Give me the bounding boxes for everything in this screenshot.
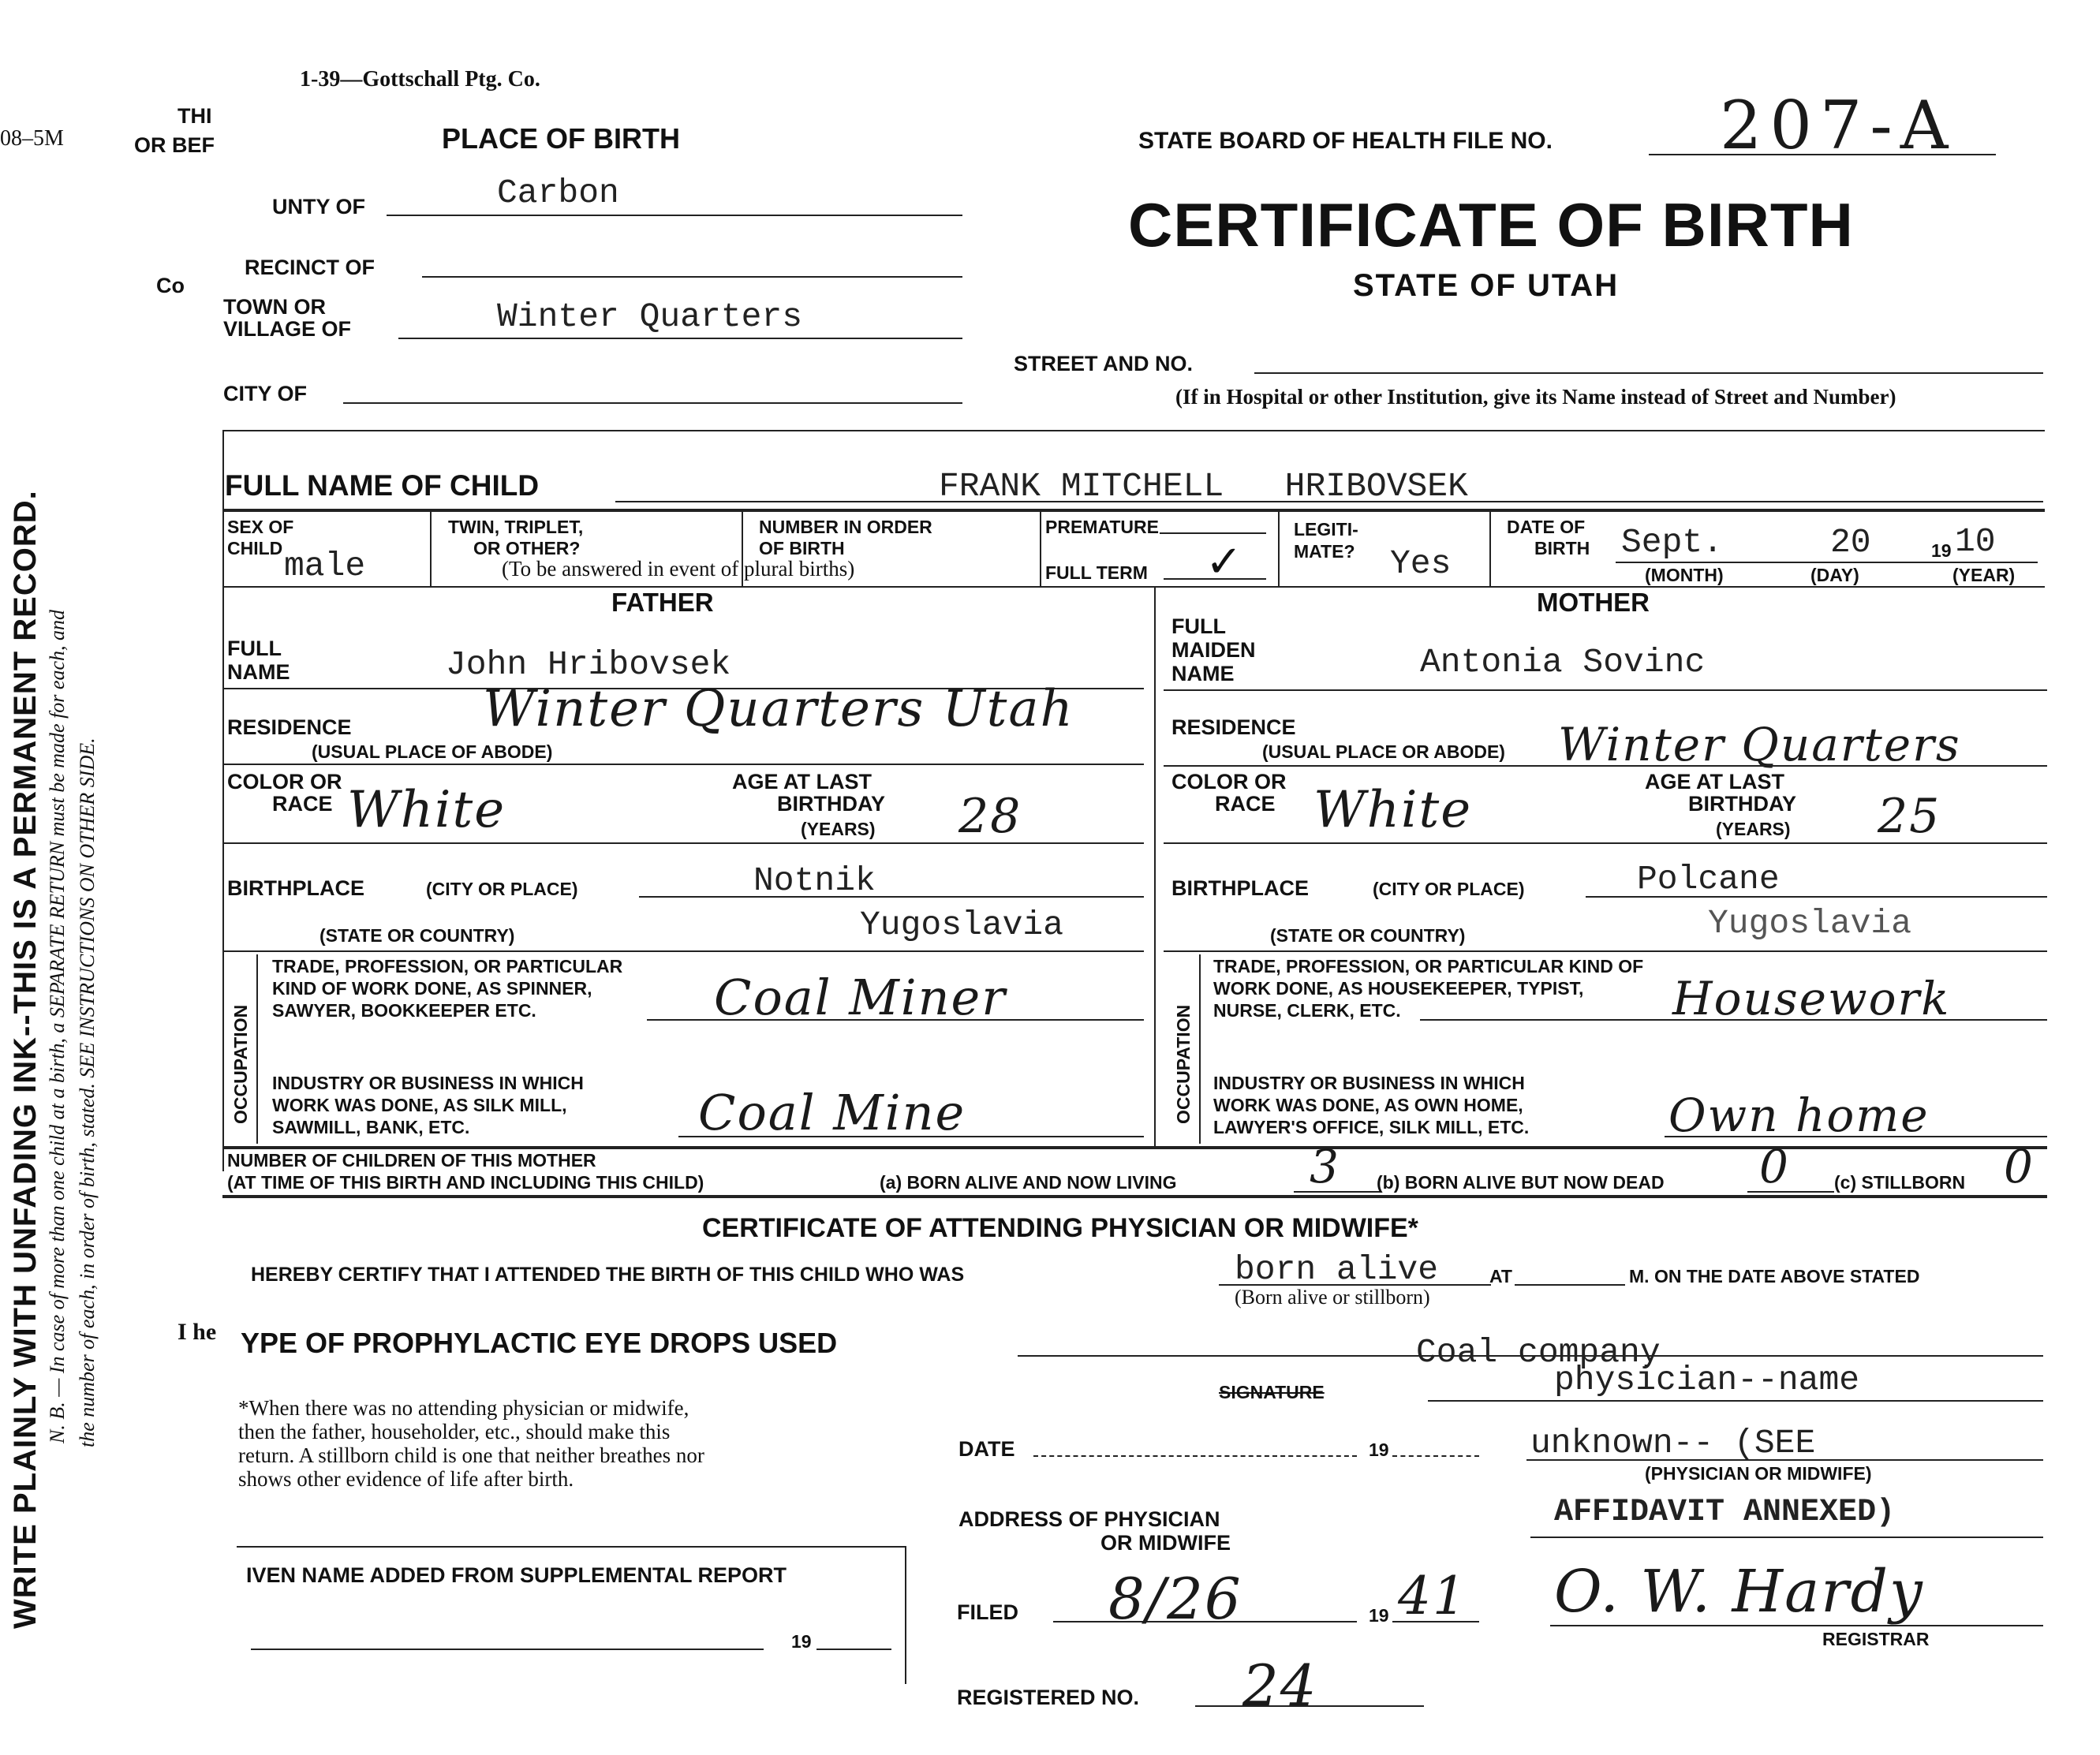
born-status: born alive xyxy=(1235,1250,1439,1289)
legit-value: Yes xyxy=(1390,544,1452,583)
mother-birthplace-label: BIRTHPLACE xyxy=(1171,876,1309,900)
mother-birthplace-city: Polcane xyxy=(1637,860,1780,898)
child-name-label: FULL NAME OF CHILD xyxy=(225,469,540,502)
mother-name: Antonia Sovinc xyxy=(1420,643,1706,681)
year-caption: (YEAR) xyxy=(1952,565,2016,585)
given-name-box-top xyxy=(237,1546,906,1548)
child-divider-3 xyxy=(1040,509,1041,586)
town-label-1: TOWN OR xyxy=(223,295,326,319)
father-birthplace-city: Notnik xyxy=(753,861,876,900)
father-residence-caption: (USUAL PLACE OF ABODE) xyxy=(312,741,553,762)
child-divider-5 xyxy=(1489,509,1491,586)
precinct-line xyxy=(422,276,962,278)
father-industry-line xyxy=(678,1136,1144,1137)
mother-name-line xyxy=(1164,689,2047,691)
mother-industry-line xyxy=(1665,1136,2047,1137)
registered-label: REGISTERED NO. xyxy=(957,1686,1140,1709)
father-occupation-divider xyxy=(256,954,258,1144)
father-trade-line xyxy=(647,1019,1144,1021)
form-code: 08–5M xyxy=(0,126,64,151)
city-line xyxy=(343,402,962,404)
town-label-2: VILLAGE OF xyxy=(223,317,351,341)
father-color: White xyxy=(347,781,506,839)
county-line xyxy=(387,215,962,216)
plural-note: (To be answered in event of plural births) xyxy=(502,557,855,581)
father-industry-label-1: INDUSTRY OR BUSINESS IN WHICH xyxy=(272,1073,584,1093)
mother-trade-label-2: WORK DONE, AS HOUSEKEEPER, TYPIST, xyxy=(1213,978,1584,999)
mother-occupation-side: OCCUPATION xyxy=(1173,1004,1194,1124)
eye-drops-label: YPE OF PROPHYLACTIC EYE DROPS USED xyxy=(241,1327,838,1359)
mother-color-label-2: RACE xyxy=(1215,792,1276,816)
file-no-value: 207-A xyxy=(1720,87,1956,164)
m-label: M. ON THE DATE ABOVE STATED xyxy=(1629,1266,1920,1286)
father-trade-label-1: TRADE, PROFESSION, OR PARTICULAR xyxy=(272,956,623,976)
father-color-label-1: COLOR OR xyxy=(227,770,342,793)
born-caption: (Born alive or stillborn) xyxy=(1235,1286,1430,1309)
margin-main-text: WRITE PLAINLY WITH UNFADING INK--THIS IS A PERMANENT RECORD. xyxy=(8,490,43,1629)
mother-heading: MOTHER xyxy=(1537,588,1650,617)
dead-label: (b) BORN ALIVE BUT NOW DEAD xyxy=(1377,1172,1665,1193)
registrar-label: REGISTRAR xyxy=(1822,1629,1930,1649)
dob-label-1: DATE OF xyxy=(1507,517,1586,537)
signature-value: physician--name xyxy=(1554,1361,1860,1399)
eye-drops-value: Coal company xyxy=(1416,1333,1661,1372)
mother-color-line xyxy=(1164,842,2047,844)
town-line xyxy=(398,338,962,339)
living-line xyxy=(1294,1191,1381,1193)
place-of-birth-heading: PLACE OF BIRTH xyxy=(442,122,680,155)
dob-line xyxy=(1616,562,2038,563)
the-fragment: I he xyxy=(177,1319,217,1345)
dob-year-suffix: 10 xyxy=(1955,522,1996,561)
children-label-2: (AT TIME OF THIS BIRTH AND INCLUDING THIS CHILD) xyxy=(227,1172,704,1193)
number-label-1: NUMBER IN ORDER xyxy=(759,517,932,537)
footnote-2: then the father, householder, etc., should make this xyxy=(238,1420,671,1443)
date-year-prefix: 19 xyxy=(1369,1439,1389,1460)
date-label: DATE xyxy=(958,1437,1015,1461)
mother-industry-label-3: LAWYER'S OFFICE, SILK MILL, ETC. xyxy=(1213,1117,1530,1137)
top-border xyxy=(222,430,2045,431)
father-name: John Hribovsek xyxy=(446,645,731,684)
father-birthplace-caption: (CITY OR PLACE) xyxy=(426,879,578,899)
number-label-2: OF BIRTH xyxy=(759,538,845,558)
full-term-checkmark: ✓ xyxy=(1205,536,1242,588)
child-divider-4 xyxy=(1278,509,1280,586)
date-line xyxy=(1033,1455,1357,1457)
physician-heading: CERTIFICATE OF ATTENDING PHYSICIAN OR MIDWIFE* xyxy=(702,1213,1418,1243)
mother-age-label-1: AGE AT LAST xyxy=(1645,770,1784,793)
dob-month: Sept. xyxy=(1621,523,1724,562)
main-left-border xyxy=(222,430,224,1171)
stillborn-label: (c) STILLBORN xyxy=(1834,1172,1966,1193)
precinct-label: RECINCT OF xyxy=(245,256,375,279)
mother-state-caption: (STATE OR COUNTRY) xyxy=(1270,925,1466,946)
father-industry-label-2: WORK WAS DONE, AS SILK MILL, xyxy=(272,1095,567,1115)
footnote-3: return. A stillborn child is one that neither breathes nor xyxy=(238,1443,704,1467)
father-trade: Coal Miner xyxy=(714,969,1007,1026)
dob-day: 20 xyxy=(1830,523,1871,562)
day-caption: (DAY) xyxy=(1810,565,1859,585)
parents-divider xyxy=(1154,586,1156,1146)
father-industry: Coal Mine xyxy=(698,1084,966,1141)
at-line xyxy=(1515,1284,1625,1286)
file-no-label: STATE BOARD OF HEALTH FILE NO. xyxy=(1138,128,1553,154)
address-label-2: OR MIDWIFE xyxy=(1100,1531,1231,1555)
street-note: (If in Hospital or other Institution, give its Name instead of Street and Number) xyxy=(1175,385,1896,409)
given-year-prefix: 19 xyxy=(791,1631,812,1652)
father-industry-label-3: SAWMILL, BANK, ETC. xyxy=(272,1117,470,1137)
given-name-label: IVEN NAME ADDED FROM SUPPLEMENTAL REPORT xyxy=(246,1563,787,1587)
twin-label-1: TWIN, TRIPLET, xyxy=(448,517,584,537)
mother-trade-label-3: NURSE, CLERK, ETC. xyxy=(1213,1000,1401,1021)
pm-caption: (PHYSICIAN OR MIDWIFE) xyxy=(1645,1463,1872,1484)
dob-label-2: BIRTH xyxy=(1534,538,1590,558)
children-label-1: NUMBER OF CHILDREN OF THIS MOTHER xyxy=(227,1150,596,1171)
father-birthplace-line xyxy=(639,896,1144,898)
legit-label-2: MATE? xyxy=(1294,541,1355,562)
dead-value: 0 xyxy=(1759,1140,1790,1193)
month-caption: (MONTH) xyxy=(1645,565,1724,585)
at-label: AT xyxy=(1489,1266,1512,1286)
footnote-1: *When there was no attending physician or midwife, xyxy=(238,1396,689,1420)
margin-note-line-1: N. B. — In case of more than one child at a birth, a SEPARATE RETURN must be made for each, and xyxy=(46,610,69,1443)
filed-year-prefix: 19 xyxy=(1369,1605,1389,1626)
mother-industry: Own home xyxy=(1668,1088,1930,1142)
mother-birthplace-caption: (CITY OR PLACE) xyxy=(1373,879,1525,899)
certificate-title: CERTIFICATE OF BIRTH xyxy=(1128,190,1854,260)
father-birthplace-country: Yugoslavia xyxy=(860,906,1064,944)
mother-trade-line xyxy=(1420,1019,2047,1021)
mother-color-label-1: COLOR OR xyxy=(1171,770,1287,793)
child-row-top xyxy=(222,509,2045,512)
mother-industry-label-1: INDUSTRY OR BUSINESS IN WHICH xyxy=(1213,1073,1525,1093)
margin-note-line-2: the number of each, in order of birth, stated. SEE INSTRUCTIONS ON OTHER SIDE. xyxy=(76,737,99,1447)
father-heading: FATHER xyxy=(611,588,714,617)
mother-birthplace-bottom xyxy=(1164,950,2047,952)
filed-year-line xyxy=(1392,1621,1479,1622)
premature-label: PREMATURE xyxy=(1045,517,1159,537)
certificate-subtitle: STATE OF UTAH xyxy=(1353,268,1620,303)
filed-date: 8/26 xyxy=(1108,1566,1242,1632)
county-label: UNTY OF xyxy=(272,195,366,218)
unknown-value: unknown-- (SEE xyxy=(1530,1424,1816,1462)
child-row-bottom xyxy=(222,586,2045,588)
dob-year-prefix: 19 xyxy=(1931,540,1952,561)
signature-line xyxy=(1428,1400,2043,1402)
mother-birthplace-country: Yugoslavia xyxy=(1708,904,1912,943)
mother-occupation-divider xyxy=(1199,954,1201,1144)
mother-residence-label: RESIDENCE xyxy=(1171,715,1296,739)
child-divider-1 xyxy=(430,509,432,586)
mother-age-caption: (YEARS) xyxy=(1716,819,1791,839)
county-value: Carbon xyxy=(497,174,619,212)
mother-residence-line xyxy=(1164,765,2047,767)
father-residence-label: RESIDENCE xyxy=(227,715,352,739)
mother-trade: Housework xyxy=(1672,972,1951,1025)
mother-full-label-1: FULL xyxy=(1171,614,1226,638)
father-age-label-2: BIRTHDAY xyxy=(777,792,886,816)
sex-label-1: SEX OF xyxy=(227,517,294,537)
margin-fragment-thi: THI xyxy=(177,104,212,128)
father-age-caption: (YEARS) xyxy=(801,819,876,839)
filed-year: 41 xyxy=(1398,1566,1467,1626)
mother-full-label-3: NAME xyxy=(1171,662,1235,685)
physician-name-line xyxy=(1526,1459,2043,1461)
twin-label-2: OR OTHER? xyxy=(473,538,581,558)
affidavit: AFFIDAVIT ANNEXED) xyxy=(1554,1495,1896,1530)
mother-industry-label-2: WORK WAS DONE, AS OWN HOME, xyxy=(1213,1095,1523,1115)
city-label: CITY OF xyxy=(223,382,308,405)
father-birthplace-bottom xyxy=(222,950,1144,952)
full-term-label: FULL TERM xyxy=(1045,562,1148,583)
given-name-line xyxy=(251,1649,764,1650)
father-birthplace-label: BIRTHPLACE xyxy=(227,876,364,900)
registrar-line xyxy=(1550,1625,2043,1626)
printer-line: 1-39—Gottschall Ptg. Co. xyxy=(300,67,540,91)
father-trade-label-3: SAWYER, BOOKKEEPER ETC. xyxy=(272,1000,536,1021)
dead-line xyxy=(1747,1191,1834,1193)
street-line xyxy=(1254,372,2043,374)
mother-age-label-2: BIRTHDAY xyxy=(1688,792,1797,816)
town-value: Winter Quarters xyxy=(497,297,803,336)
legit-label-1: LEGITI- xyxy=(1294,519,1358,540)
address-label-1: ADDRESS OF PHYSICIAN xyxy=(958,1507,1220,1531)
children-bottom-border xyxy=(222,1195,2047,1198)
mother-residence: Winter Quarters xyxy=(1558,718,1961,771)
mother-residence-caption: (USUAL PLACE OR ABODE) xyxy=(1262,741,1505,762)
father-age-label-1: AGE AT LAST xyxy=(732,770,872,793)
address-line xyxy=(1530,1537,2043,1538)
father-residence: Winter Quarters Utah xyxy=(483,680,1074,738)
street-label: STREET AND NO. xyxy=(1014,352,1194,375)
stillborn-value: 0 xyxy=(2004,1140,2035,1193)
filed-label: FILED xyxy=(957,1600,1018,1624)
margin-fragment-co: Co xyxy=(156,274,185,297)
given-name-box-right xyxy=(905,1546,906,1684)
living-label: (a) BORN ALIVE AND NOW LIVING xyxy=(880,1172,1177,1193)
living-value: 3 xyxy=(1310,1140,1340,1193)
signature-label: SIGNATURE xyxy=(1219,1382,1325,1402)
father-trade-label-2: KIND OF WORK DONE, AS SPINNER, xyxy=(272,978,592,999)
given-year-line xyxy=(816,1649,891,1650)
registered-no: 24 xyxy=(1242,1652,1318,1719)
father-occupation-side: OCCUPATION xyxy=(230,1004,251,1124)
sex-label-2: CHILD xyxy=(227,538,283,558)
mother-color: White xyxy=(1313,781,1473,839)
footnote-4: shows other evidence of life after birth. xyxy=(238,1467,574,1491)
father-color-label-2: RACE xyxy=(272,792,333,816)
mother-trade-label-1: TRADE, PROFESSION, OR PARTICULAR KIND OF xyxy=(1213,956,1644,976)
certify-text: HEREBY CERTIFY THAT I ATTENDED THE BIRTH OF THIS CHILD WHO WAS xyxy=(251,1264,965,1286)
father-color-line xyxy=(222,842,1144,844)
father-full-label-1: FULL xyxy=(227,637,282,660)
sex-value: male xyxy=(284,547,366,585)
mother-birthplace-line xyxy=(1586,896,2047,898)
mother-age: 25 xyxy=(1878,789,1941,844)
father-age: 28 xyxy=(958,789,1022,844)
margin-fragment-or-bef: OR BEF xyxy=(134,133,215,157)
mother-full-label-2: MAIDEN xyxy=(1171,638,1256,662)
father-residence-line xyxy=(222,764,1144,765)
father-full-label-2: NAME xyxy=(227,660,290,684)
date-year-line xyxy=(1392,1455,1479,1457)
premature-line xyxy=(1160,532,1266,534)
father-state-caption: (STATE OR COUNTRY) xyxy=(319,925,515,946)
registrar-signature: O. W. Hardy xyxy=(1554,1558,1924,1626)
child-name-value: FRANK MITCHELL HRIBOVSEK xyxy=(939,467,1468,506)
